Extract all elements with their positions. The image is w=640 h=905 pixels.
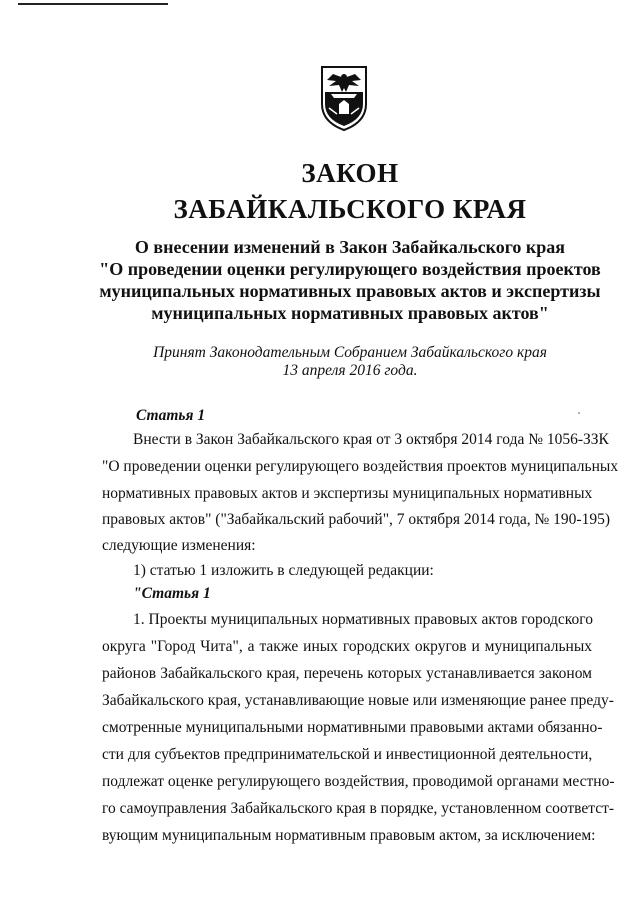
paragraph-line: смотренные муниципальными нормативными правовыми актами обязанно- <box>102 719 603 736</box>
law-subtitle-line-1: О внесении изменений в Закон Забайкальского края <box>134 237 566 257</box>
law-subtitle-line-4: муниципальных нормативных правовых актов" <box>151 303 549 323</box>
amendment-item: 1) статью 1 изложить в следующей редакции: <box>133 562 434 579</box>
law-subtitle-line-2: "О проведении оценки регулирующего воздействия проектов <box>99 259 601 279</box>
paragraph-line: сти для субъектов предпринимательской и инвестиционной деятельности, <box>102 746 593 763</box>
law-subtitle-line-3: муниципальных нормативных правовых актов и экспертизы <box>99 281 601 301</box>
paragraph-line: вующим муниципальным нормативным правовым актом, за исключением: <box>102 827 596 844</box>
adoption-note-line-2: 13 апреля 2016 года. <box>282 362 418 379</box>
paragraph-line: Забайкальского края, устанавливающие новые или изменяющие ранее преду- <box>102 692 614 709</box>
article-heading: Статья 1 <box>136 407 206 424</box>
coat-of-arms-icon <box>319 64 369 132</box>
paragraph-line: округа "Город Чита", а также иных городских округов и муниципальных <box>102 638 592 655</box>
paragraph-line: "О проведении оценки регулирующего воздействия проектов муниципальных <box>102 458 619 475</box>
paragraph-line: районов Забайкальского края, перечень которых устанавливается законом <box>102 665 592 682</box>
top-edge-line <box>18 3 168 5</box>
scan-speck <box>578 412 580 414</box>
paragraph-line: Внести в Закон Забайкальского края от 3 октября 2014 года № 1056-ЗЗК <box>133 431 609 448</box>
law-title-line-1: ЗАКОН <box>301 158 399 188</box>
paragraph-line: правовых актов" ("Забайкальский рабочий", 7 октября 2014 года, № 190-195) <box>102 511 610 528</box>
law-title-line-2: ЗАБАЙКАЛЬСКОГО КРАЯ <box>173 194 527 224</box>
paragraph-line: 1. Проекты муниципальных нормативных правовых актов городского <box>133 611 594 628</box>
paragraph-line: подлежат оценке регулирующего воздействия, проводимой органами местно- <box>102 773 615 790</box>
quoted-article-heading: "Статья 1 <box>133 585 211 602</box>
paragraph-line: нормативных правовых актов и экспертизы муниципальных нормативных <box>102 485 593 502</box>
paragraph-line: го самоуправления Забайкальского края в порядке, установленном соответст- <box>102 800 615 817</box>
adoption-note-line-1: Принят Законодательным Собранием Забайкальского края <box>153 344 547 361</box>
paragraph-line: следующие изменения: <box>102 537 256 554</box>
